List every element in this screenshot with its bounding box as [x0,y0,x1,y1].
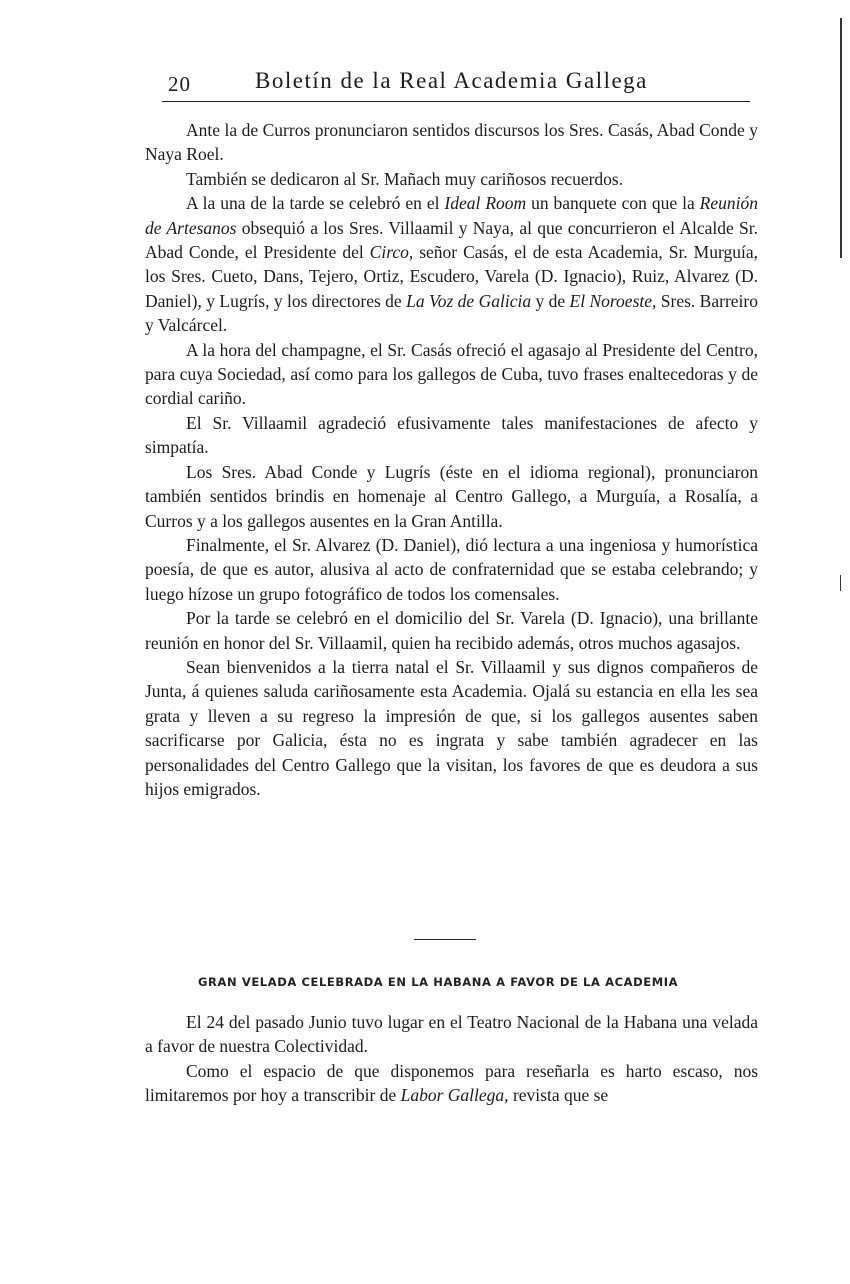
header-rule [162,101,750,102]
paragraph: Sean bienvenidos a la tierra natal el Sr. Villaamil y sus dignos compañeros de Junta, á quienes saluda cariñosamente esta Academia. Ojalá su estancia en ella les sea grata y lleven a su regreso la impresión de que, si los gallegos ausentes saben sacrificarse por Galicia, ésta no es ingrata y sabe también agradecer en las personalidades del Centro Gallego que la visitan, los favores de que es deudora a sus hijos emigrados. [145,656,758,799]
paragraph: A la hora del champagne, el Sr. Casás ofreció el agasajo al Presidente del Centro, para cuya Sociedad, así como para los gallegos de Cuba, tuvo frases enaltecedoras y de cordial cariño. [145,339,758,409]
italic-society: Circo, [369,242,414,263]
italic-society: Reunión de Artesanos [145,193,758,238]
section-separator [414,939,476,940]
body-text-lower [145,1010,758,1108]
italic-venue: Ideal Room [444,193,527,214]
paragraph: A la una de la tarde se celebró en el Ideal Room un banquete con que la Reunión de Artesanos obsequió a los Sres. Villaamil y Naya, al que concurrieron el Alcalde Sr. Abad Conde, el Presidente del Circo, señor Casás, el de esta Academia, Sr. Murguía, los Sres. Cueto, Dans, Tejero, Ortiz, Escudero, Varela (D. Ignacio), Ruiz, Alvarez (D. Daniel), y Lugrís, y los directores de La Voz de Galicia y de El Noroeste, Sres. Barreiro y Valcárcel. [145,193,759,336]
paragraph: También se dedicaron al Sr. Mañach muy cariñosos recuerdos. [186,168,624,189]
paragraph: El Sr. Villaamil agradeció efusivamente tales manifestaciones de afecto y simpatía. [145,412,758,458]
running-title: Boletín de la Real Academia Gallega [255,68,648,93]
paragraph: El 24 del pasado Junio tuvo lugar en el Teatro Nacional de la Habana una velada a favor de nuestra Colectividad. [145,1012,758,1057]
page-edge-mark [840,575,841,591]
italic-newspaper: El Noroeste, [569,290,657,311]
page-edge-mark [840,18,842,258]
italic-newspaper: La Voz de Galicia [406,290,532,311]
paragraph: Finalmente, el Sr. Alvarez (D. Daniel), dió lectura a una ingeniosa y humorística poesía, de que es autor, alusiva al acto de confraternidad que se estaba celebrando; y luego hízose un grupo fotográfico de todos los comensales. [145,534,758,604]
paragraph: Los Sres. Abad Conde y Lugrís (éste en el idioma regional), pronunciaron también sentidos brindis en homenaje al Centro Gallego, a Murguía, a Rosalía, a Curros y a los gallegos ausentes en la Gran Antilla. [145,461,758,531]
italic-magazine: Labor Gallega, [400,1085,509,1106]
paragraph: Como el espacio de que disponemos para reseñarla es harto escaso, nos limitaremos por hoy a transcribir de Labor Gallega, revista que se [145,1060,758,1106]
paragraph: Por la tarde se celebró en el domicilio del Sr. Varela (D. Ignacio), una brillante reunión en honor del Sr. Villaamil, quien ha recibido además, otros muchos agasajos. [145,608,758,653]
section-heading: GRAN VELADA CELEBRADA EN LA HABANA A FAVOR DE LA ACADEMIA [198,975,679,989]
page-number: 20 [168,72,191,96]
body-text-upper [145,118,758,801]
paragraph: Ante la de Curros pronunciaron sentidos discursos los Sres. Casás, Abad Conde y Naya Roel. [145,120,758,165]
